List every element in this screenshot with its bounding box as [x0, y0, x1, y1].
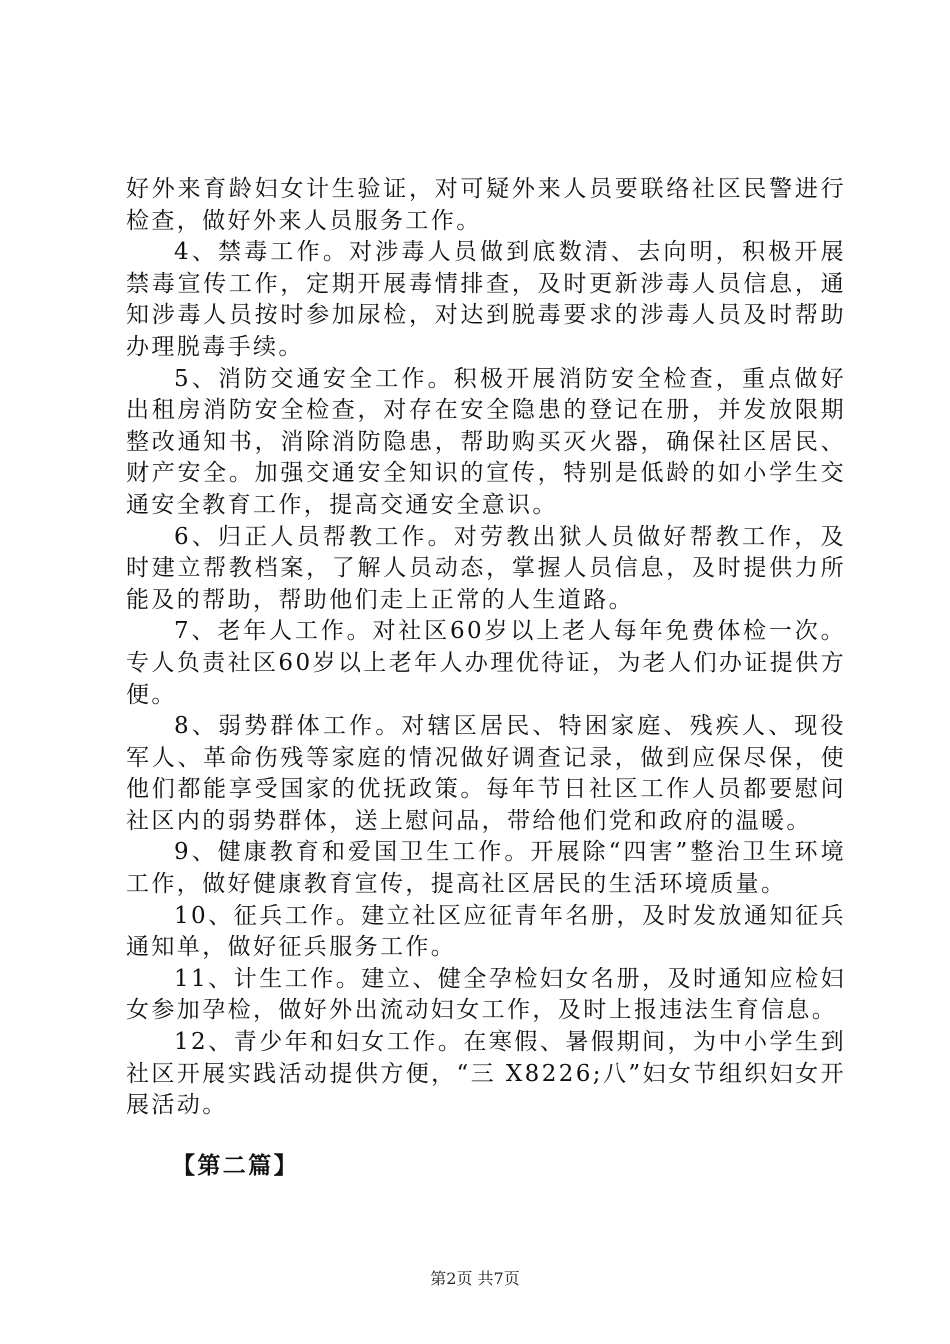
paragraph-2: 5、消防交通安全工作。积极开展消防安全检查，重点做好出租房消防安全检查，对存在安全隐患的登记在册，并发放限期整改通知书，消除消防隐患，帮助购买灭火器，确保社区居民、财产安全。加强交通安全知识的宣传，特别是低龄的如小学生交通安全教育工作，提高交通安全意识。 [126, 365, 846, 518]
section-heading: 【第二篇】 [172, 1152, 299, 1179]
paragraph-3: 6、归正人员帮教工作。对劳教出狱人员做好帮教工作，及时建立帮教档案，了解人员动态，掌握人员信息，及时提供力所能及的帮助，帮助他们走上正常的人生道路。 [126, 523, 846, 613]
paragraph-7: 10、征兵工作。建立社区应征青年名册，及时发放通知征兵通知单，做好征兵服务工作。 [126, 902, 846, 961]
paragraph-6: 9、健康教育和爱国卫生工作。开展除“四害”整治卫生环境工作，做好健康教育宣传，提高社区居民的生活环境质量。 [126, 839, 846, 898]
page-footer: 第2页 共7页 [430, 1269, 520, 1288]
document-body [126, 174, 846, 1122]
paragraph-1: 4、禁毒工作。对涉毒人员做到底数清、去向明，积极开展禁毒宣传工作，定期开展毒情排查，及时更新涉毒人员信息，通知涉毒人员按时参加尿检，对达到脱毒要求的涉毒人员及时帮助办理脱毒手续。 [126, 239, 846, 360]
paragraph-4: 7、老年人工作。对社区60岁以上老人每年免费体检一次。专人负责社区60岁以上老年人办理优待证，为老人们办证提供方便。 [126, 618, 846, 708]
paragraph-9: 12、青少年和妇女工作。在寒假、暑假期间，为中小学生到社区开展实践活动提供方便，“三 X8226;八”妇女节组织妇女开展活动。 [126, 1029, 846, 1119]
paragraph-5: 8、弱势群体工作。对辖区居民、特困家庭、残疾人、现役军人、革命伤残等家庭的情况做好调查记录，做到应保尽保，使他们都能享受国家的优抚政策。每年节日社区工作人员都要慰问社区内的弱势群体，送上慰问品，带给他们党和政府的温暖。 [126, 713, 846, 834]
paragraph-8: 11、计生工作。建立、健全孕检妇女名册，及时通知应检妇女参加孕检，做好外出流动妇女工作，及时上报违法生育信息。 [126, 965, 846, 1024]
paragraph-0: 好外来育龄妇女计生验证，对可疑外来人员要联络社区民警进行检查，做好外来人员服务工作。 [126, 176, 846, 234]
